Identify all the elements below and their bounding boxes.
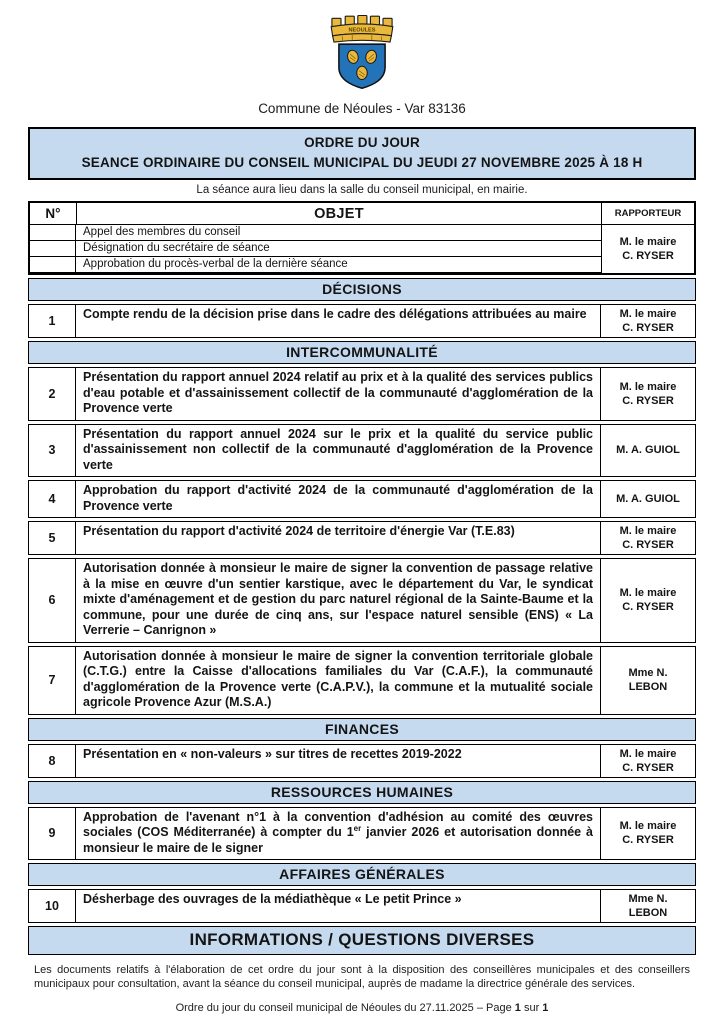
intro-item: Désignation du secrétaire de séance bbox=[76, 241, 602, 257]
rapporteur-line: M. le maire bbox=[619, 820, 677, 833]
item-number: 8 bbox=[29, 745, 76, 777]
title-line-2: SEANCE ORDINAIRE DU CONSEIL MUNICIPAL DU JEUDI 27 NOVEMBRE 2025 À 18 H bbox=[81, 155, 643, 170]
agenda-item-row bbox=[28, 480, 696, 518]
item-number: 2 bbox=[29, 368, 76, 420]
item-rapporteur bbox=[601, 481, 695, 517]
rapporteur-line: C. RYSER bbox=[622, 601, 674, 614]
item-rapporteur bbox=[601, 425, 695, 477]
item-rapporteur bbox=[601, 368, 695, 420]
rapporteur-line: Mme N. bbox=[628, 893, 668, 905]
item-number: 4 bbox=[29, 481, 76, 517]
agenda-item-row bbox=[28, 424, 696, 478]
footer-separator: sur bbox=[520, 1002, 543, 1014]
agenda-item-row bbox=[28, 889, 696, 923]
commune-coat-of-arms bbox=[28, 14, 696, 94]
item-rapporteur bbox=[601, 890, 695, 922]
rapporteur-line: M. le maire bbox=[619, 236, 677, 248]
section-header: INTERCOMMUNALITÉ bbox=[28, 341, 696, 364]
rapporteur-line: C. RYSER bbox=[622, 834, 674, 847]
rapporteur-line: Mme N. bbox=[628, 667, 668, 679]
section-header: DÉCISIONS bbox=[28, 278, 696, 301]
rapporteur-line: M. le maire bbox=[619, 587, 677, 600]
item-rapporteur bbox=[601, 522, 695, 554]
agenda-blocks bbox=[28, 278, 696, 955]
agenda-item-row bbox=[28, 304, 696, 338]
coat-of-arms-icon bbox=[327, 14, 397, 94]
rapporteur-line: C. RYSER bbox=[622, 761, 674, 774]
footer-text: Ordre du jour du conseil municipal de Néoules du 27.11.2025 – Page bbox=[175, 1002, 515, 1014]
rapporteur-line: M. le maire bbox=[619, 525, 677, 537]
item-number: 7 bbox=[29, 647, 76, 714]
title-box bbox=[28, 127, 696, 180]
item-number: 1 bbox=[29, 305, 76, 337]
agenda-item-row bbox=[28, 367, 696, 421]
item-objet: Autorisation donnée à monsieur le maire de signer la convention territoriale globale (C.T.G.) entre la Caisse d'allocations familiales du Var (C.A.F.), la communauté d'agglomération de la Provence verte (C.A.P.V.), la commune et la mutualité sociale agricole Provence Azur (M.S.A.) bbox=[76, 647, 601, 714]
rapporteur-line: M. le maire bbox=[619, 308, 677, 320]
agenda-item-row bbox=[28, 521, 696, 555]
intro-rows bbox=[30, 225, 694, 273]
item-objet: Désherbage des ouvrages de la médiathèque « Le petit Prince » bbox=[76, 890, 601, 922]
item-objet: Présentation en « non-valeurs » sur titres de recettes 2019-2022 bbox=[76, 745, 601, 777]
intro-num-cell bbox=[30, 225, 76, 241]
agenda-item-row bbox=[28, 807, 696, 861]
intro-num-cell bbox=[30, 257, 76, 273]
title-line-1: ORDRE DU JOUR bbox=[304, 135, 420, 150]
item-objet: Approbation du rapport d'activité 2024 de la communauté d'agglomération de la Provence verte bbox=[76, 481, 601, 517]
rapporteur-line: C. RYSER bbox=[622, 322, 674, 334]
item-rapporteur bbox=[601, 808, 695, 860]
page-footer bbox=[0, 1002, 724, 1014]
commune-name: Commune de Néoules - Var 83136 bbox=[258, 101, 466, 116]
crest-banner-text: NEOULES bbox=[348, 27, 376, 34]
item-rapporteur bbox=[601, 559, 695, 642]
rapporteur-line: M. le maire bbox=[619, 380, 677, 393]
item-rapporteur bbox=[601, 745, 695, 777]
item-objet: Approbation de l'avenant n°1 à la convention d'adhésion au comité des œuvres sociales (COS Méditerranée) à compter du 1er janvier 2026 et autorisation donnée à monsieur le maire de le signer bbox=[76, 808, 601, 860]
footer-page-number: 1 bbox=[514, 1002, 521, 1014]
footnote: Les documents relatifs à l'élaboration de cet ordre du jour sont à la disposition des conseillères municipales et des conseillers municipaux pour consultation, avant la séance du conseil municipal, auprès de madame la directrice générale des services. bbox=[34, 964, 690, 990]
intro-rapporteur bbox=[602, 225, 694, 273]
item-rapporteur bbox=[601, 647, 695, 714]
item-objet: Compte rendu de la décision prise dans le cadre des délégations attribuées au maire bbox=[76, 305, 601, 337]
section-header: AFFAIRES GÉNÉRALES bbox=[28, 863, 696, 886]
rapporteur-line: C. RYSER bbox=[622, 394, 674, 407]
intro-item: Approbation du procès-verbal de la dernière séance bbox=[76, 257, 602, 273]
rapporteur-line: M. le maire bbox=[619, 747, 677, 760]
footer-total-pages: 1 bbox=[542, 1002, 549, 1014]
table-header-row bbox=[30, 203, 694, 225]
item-number: 9 bbox=[29, 808, 76, 860]
rapporteur-line: LEBON bbox=[628, 681, 668, 693]
col-header-num: N° bbox=[30, 203, 77, 224]
item-objet: Présentation du rapport annuel 2024 sur le prix et la qualité du service public d'assainissement non collectif de la communauté d'agglomération de la Provence verte bbox=[76, 425, 601, 477]
agenda-item-row bbox=[28, 558, 696, 643]
item-number: 5 bbox=[29, 522, 76, 554]
item-number: 10 bbox=[29, 890, 76, 922]
item-objet: Présentation du rapport annuel 2024 relatif au prix et à la qualité des services publics d'eau potable et d'assainissement collectif de la communauté d'agglomération de la Provence verte bbox=[76, 368, 601, 420]
rapporteur-line: LEBON bbox=[628, 907, 668, 919]
table-header-block bbox=[28, 201, 696, 275]
rapporteur-line: C. RYSER bbox=[622, 250, 674, 262]
col-header-rapporteur: RAPPORTEUR bbox=[614, 208, 682, 219]
col-header-objet: OBJET bbox=[77, 203, 602, 224]
item-number: 6 bbox=[29, 559, 76, 642]
rapporteur-line: M. A. GUIOL bbox=[616, 444, 680, 457]
item-number: 3 bbox=[29, 425, 76, 477]
item-rapporteur bbox=[601, 305, 695, 337]
section-header: INFORMATIONS / QUESTIONS DIVERSES bbox=[28, 926, 696, 955]
session-location: La séance aura lieu dans la salle du conseil municipal, en mairie. bbox=[196, 184, 528, 196]
rapporteur-line: M. A. GUIOL bbox=[616, 493, 680, 505]
intro-item: Appel des membres du conseil bbox=[76, 225, 602, 241]
section-header: RESSOURCES HUMAINES bbox=[28, 781, 696, 804]
rapporteur-line: C. RYSER bbox=[622, 539, 674, 551]
intro-num-cell bbox=[30, 241, 76, 257]
agenda-item-row bbox=[28, 646, 696, 715]
item-objet: Autorisation donnée à monsieur le maire de signer la convention de passage relative à la mise en œuvre d'un sentier karstique, avec le département du Var, le syndicat mixte d'aménagement et de gestion du parc naturel régional de la Sainte-Baume et la commune, pour une durée de cinq ans, sur l'espace naturel sensible (ENS) « La Verrerie – Canrignon » bbox=[76, 559, 601, 642]
item-objet: Présentation du rapport d'activité 2024 de territoire d'énergie Var (T.E.83) bbox=[76, 522, 601, 554]
agenda-item-row bbox=[28, 744, 696, 778]
section-header: FINANCES bbox=[28, 718, 696, 741]
